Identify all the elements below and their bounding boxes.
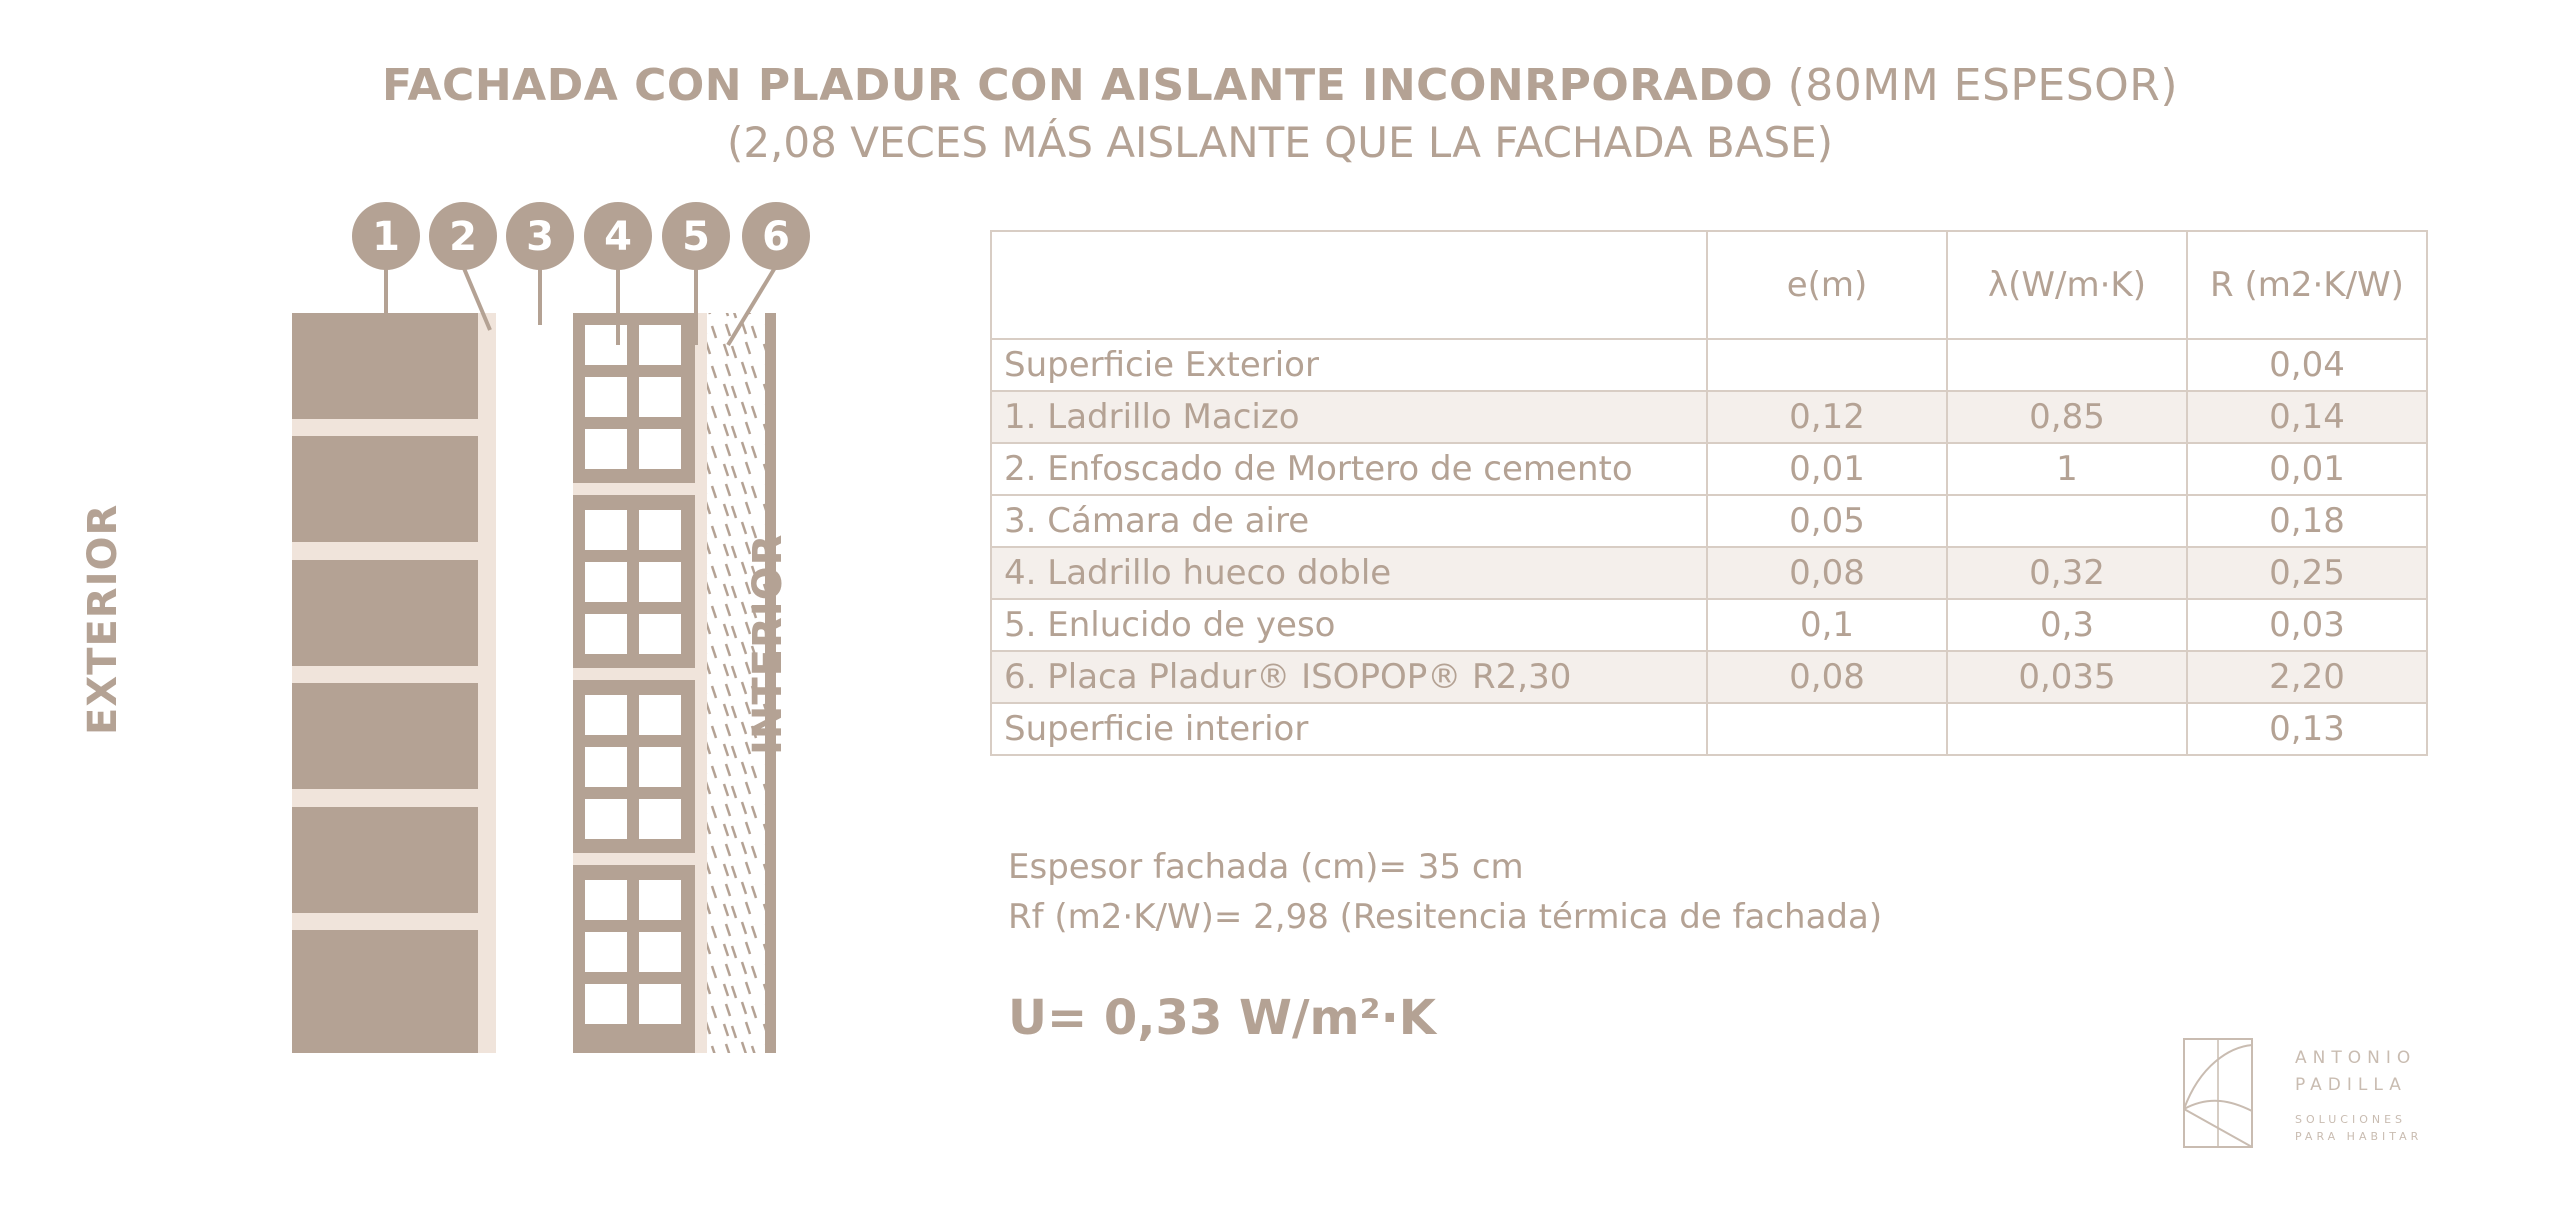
thermal-layers-table	[990, 230, 2428, 756]
row-conductivity: 0,035	[1947, 651, 2187, 703]
facade-thickness-text: Espesor fachada (cm)= 35 cm	[1008, 847, 1524, 887]
row-name: 3. Cámara de aire	[991, 495, 1707, 547]
row-conductivity: 0,3	[1947, 599, 2187, 651]
page-subtitle: (2,08 VECES MÁS AISLANTE QUE LA FACHADA BASE)	[726, 118, 1834, 167]
marker-1-label: 1	[372, 214, 400, 260]
row-thickness: 0,01	[1707, 443, 1947, 495]
table-row	[991, 547, 2427, 599]
row-thickness: 0,05	[1707, 495, 1947, 547]
layer-1-solid-brick	[292, 313, 482, 1053]
thermal-resistance-text: Rf (m2·K/W)= 2,98 (Resitencia térmica de fachada)	[1008, 897, 1883, 937]
table-row	[991, 391, 2427, 443]
row-name: Superficie Exterior	[991, 339, 1707, 391]
table-row	[991, 495, 2427, 547]
row-name: 4. Ladrillo hueco doble	[991, 547, 1707, 599]
row-resistance: 0,25	[2187, 547, 2427, 599]
row-resistance: 0,13	[2187, 703, 2427, 755]
layer-2-render	[480, 313, 496, 1053]
row-name: Superficie interior	[991, 703, 1707, 755]
marker-4-label: 4	[604, 214, 632, 260]
row-name: 1. Ladrillo Macizo	[991, 391, 1707, 443]
marker-1	[352, 202, 420, 270]
exterior-label: EXTERIOR	[80, 503, 126, 735]
row-conductivity: 0,32	[1947, 547, 2187, 599]
row-resistance: 0,14	[2187, 391, 2427, 443]
header-resistance: R (m2·K/W)	[2187, 231, 2427, 339]
row-thickness	[1707, 339, 1947, 391]
row-conductivity: 0,85	[1947, 391, 2187, 443]
row-thickness	[1707, 703, 1947, 755]
marker-2	[429, 202, 497, 270]
marker-2-label: 2	[449, 214, 477, 260]
page-title	[0, 60, 2560, 112]
logo-name-line1: ANTONIO	[2295, 1048, 2417, 1068]
table-header-row	[991, 231, 2427, 339]
marker-5-label: 5	[682, 214, 710, 260]
row-resistance: 2,20	[2187, 651, 2427, 703]
title-bold: FACHADA CON PLADUR CON AISLANTE INCONRPORADO	[381, 60, 1774, 111]
logo-tagline-line2: PARA HABITAR	[2295, 1130, 2423, 1143]
row-thickness: 0,1	[1707, 599, 1947, 651]
layer-4-hollow-brick	[573, 313, 695, 1053]
table-row	[991, 443, 2427, 495]
row-resistance: 0,01	[2187, 443, 2427, 495]
header-thickness: e(m)	[1707, 231, 1947, 339]
logo-mark	[2180, 1035, 2260, 1155]
row-name: 6. Placa Pladur® ISOPOP® R2,30	[991, 651, 1707, 703]
logo-tagline-line1: SOLUCIONES	[2295, 1113, 2407, 1126]
row-name: 2. Enfoscado de Mortero de cemento	[991, 443, 1707, 495]
layer-5-plaster	[695, 313, 707, 1053]
marker-3	[506, 202, 574, 270]
row-thickness: 0,12	[1707, 391, 1947, 443]
interior-label: INTERIOR	[745, 533, 791, 755]
row-conductivity	[1947, 703, 2187, 755]
table-row	[991, 599, 2427, 651]
marker-4	[584, 202, 652, 270]
marker-3-label: 3	[526, 214, 554, 260]
logo-name-line2: PADILLA	[2295, 1075, 2407, 1095]
row-resistance: 0,18	[2187, 495, 2427, 547]
row-thickness: 0,08	[1707, 651, 1947, 703]
marker-6	[742, 202, 810, 270]
row-resistance: 0,03	[2187, 599, 2427, 651]
marker-6-label: 6	[762, 214, 790, 260]
table-row	[991, 703, 2427, 755]
marker-5	[662, 202, 730, 270]
row-name: 5. Enlucido de yeso	[991, 599, 1707, 651]
header-name	[991, 231, 1707, 339]
header-conductivity: λ(W/m·K)	[1947, 231, 2187, 339]
row-conductivity	[1947, 339, 2187, 391]
u-value: U= 0,33 W/m²·K	[1008, 990, 1436, 1046]
table-row	[991, 339, 2427, 391]
row-conductivity: 1	[1947, 443, 2187, 495]
table-row	[991, 651, 2427, 703]
row-conductivity	[1947, 495, 2187, 547]
title-normal: (80MM ESPESOR)	[1773, 60, 2179, 111]
row-thickness: 0,08	[1707, 547, 1947, 599]
row-resistance: 0,04	[2187, 339, 2427, 391]
